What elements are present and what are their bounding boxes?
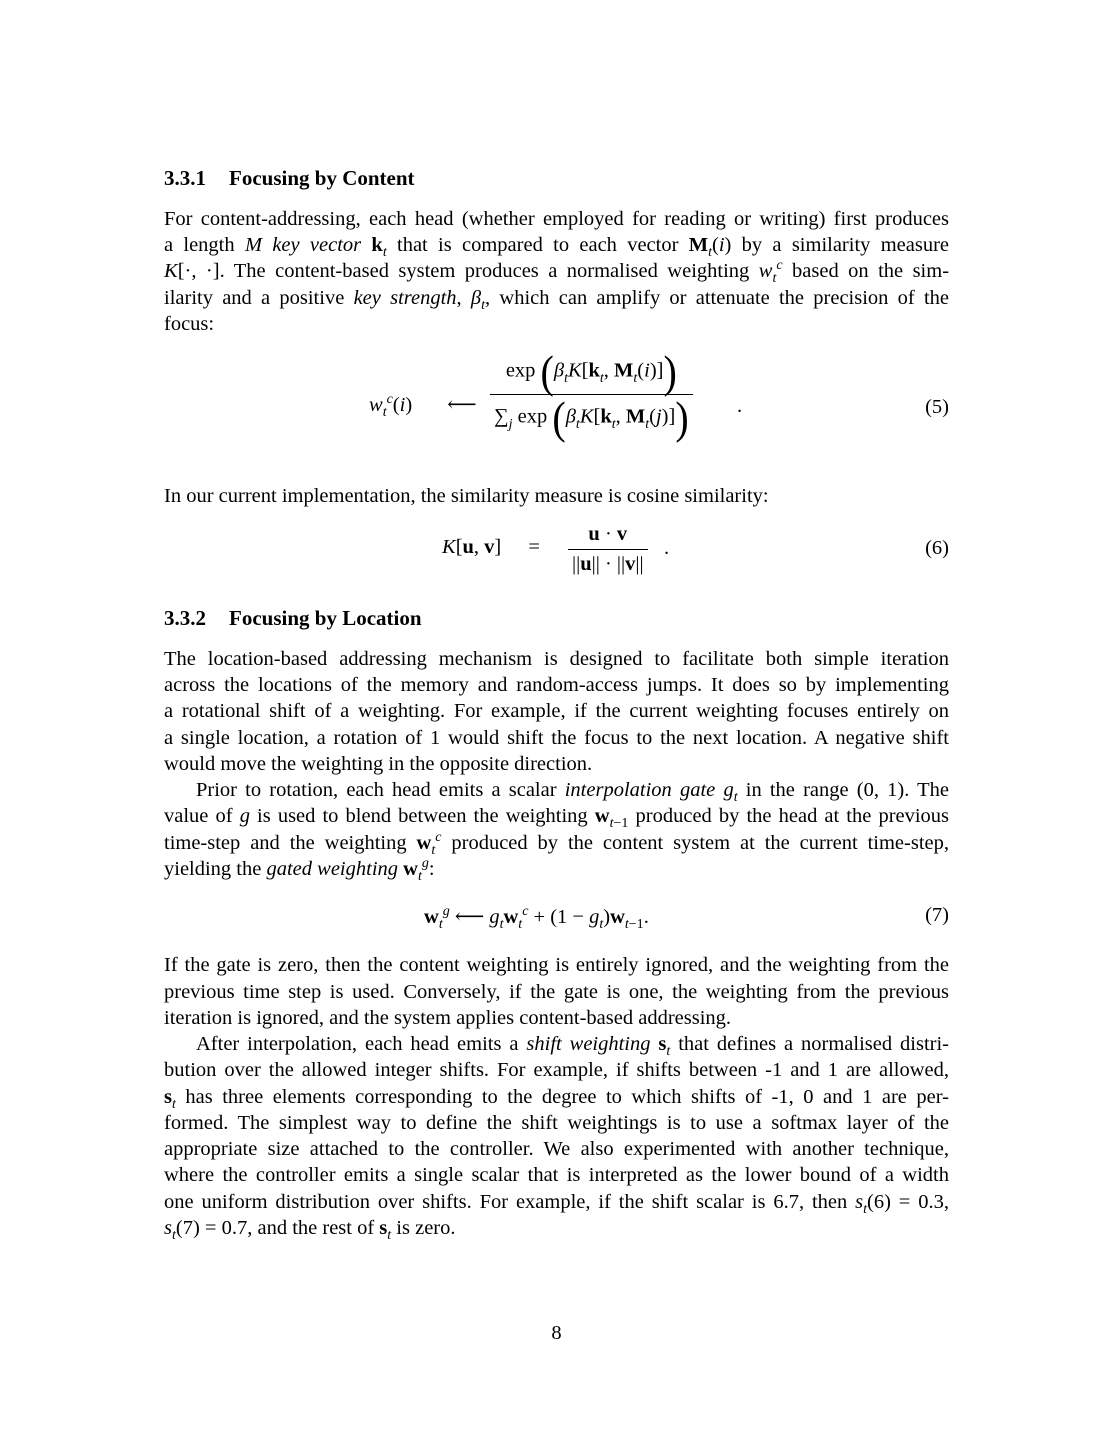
paragraph-line: ilarity and a positive key strength, $\beta_t$, which can amplify or attenuate the precision of the (164, 287, 950, 314)
paragraph-line: appropriate size attached to the controller. We also experimented with another technique, (164, 1138, 949, 1160)
paragraph-line: Prior to rotation, each head emits a scalar interpolation gate $g_t$ in the range (0, 1). The (196, 779, 950, 806)
equation-number: (5) (925, 396, 949, 418)
paragraph-line: a rotational shift of a weighting. For example, if the current weighting focuses entirely on (164, 700, 949, 722)
paragraph-line: where the controller emits a single scalar that is interpreted as the lower bound of a width (164, 1164, 949, 1186)
paragraph-line: K[·, ·]. The content-based system produces a normalised weighting $w_t^c$ based on the sim- (164, 258, 950, 287)
paragraph-line: $s_t$ has three elements corresponding to the degree to which shifts of -1, 0 and 1 are per- (164, 1086, 950, 1113)
paragraph-line: yielding the gated weighting $w_t^g$: (164, 856, 435, 885)
paragraph-line: The location-based addressing mechanism is designed to facilitate both simple iteration (164, 648, 949, 670)
paragraph-line: iteration is ignored, and the system applies content-based addressing. (164, 1007, 732, 1029)
paragraph-line: one uniform distribution over shifts. For example, if the shift scalar is 6.7, then $s_t(6) = 0.3$, (164, 1191, 950, 1218)
paragraph-line: bution over the allowed integer shifts. For example, if shifts between -1 and 1 are allowed, (164, 1059, 949, 1081)
equation-number: (6) (925, 537, 949, 559)
equation-5: $w_t^c(i)$ ⟵ $\exp (\beta_tK[k_t$, $M_t(i)$]) $\sum_j$ $\exp (\beta_tK[k_t$, $M_t(j)$]) . (5) (369, 345, 949, 444)
section-heading-3-3-2: 3.3.2 Focusing by Location (164, 606, 422, 630)
paragraph-line: focus: (164, 313, 215, 335)
page-number: 8 (551, 1322, 562, 1344)
paragraph-line: In our current implementation, the similarity measure is cosine similarity: (164, 485, 769, 507)
paragraph-line: across the locations of the memory and random-access jumps. It does so by implementing (164, 674, 949, 696)
paragraph-line: For content-addressing, each head (whether employed for reading or writing) first produces (164, 208, 949, 230)
paragraph-line: would move the weighting in the opposite direction. (164, 753, 593, 775)
paragraph-line: After interpolation, each head emits a shift weighting $s_t$ that defines a normalised distri- (196, 1033, 949, 1060)
paragraph-line: $s_t(7) = 0.7$, and the rest of $s_t$ is zero. (164, 1217, 456, 1244)
paragraph-line: a single location, a rotation of 1 would shift the focus to the next location. A negative shift (164, 727, 950, 749)
equation-number: (7) (925, 904, 949, 926)
paragraph-line: value of g is used to blend between the weighting $w_{t-1}$ produced by the head at the previous (164, 805, 950, 832)
paragraph-line: a length M key vector $k_t$ that is compared to each vector $M_t(i)$ by a similarity measure (164, 234, 949, 261)
equation-7: $w_t^g$ ⟵ $g_tw_t^c + (1 - g_t)w_{t-1}$. (7) (424, 904, 949, 933)
paragraph-line: time-step and the weighting $w_t^c$ produced by the content system at the current time-step, (164, 830, 950, 859)
paragraph-line: formed. The simplest way to define the shift weightings is to use a softmax layer of the (164, 1112, 949, 1134)
section-heading-3-3-1: 3.3.1 Focusing by Content (164, 166, 415, 190)
paragraph-line: previous time step is used. Conversely, if the gate is one, the weighting from the previous (164, 981, 949, 1003)
equation-6: K[u, v] = $\frac{u \cdot v}{||u|| \cdot ||v||}$ . (6) (442, 523, 949, 575)
paragraph-line: If the gate is zero, then the content weighting is entirely ignored, and the weighting from the (164, 954, 949, 976)
